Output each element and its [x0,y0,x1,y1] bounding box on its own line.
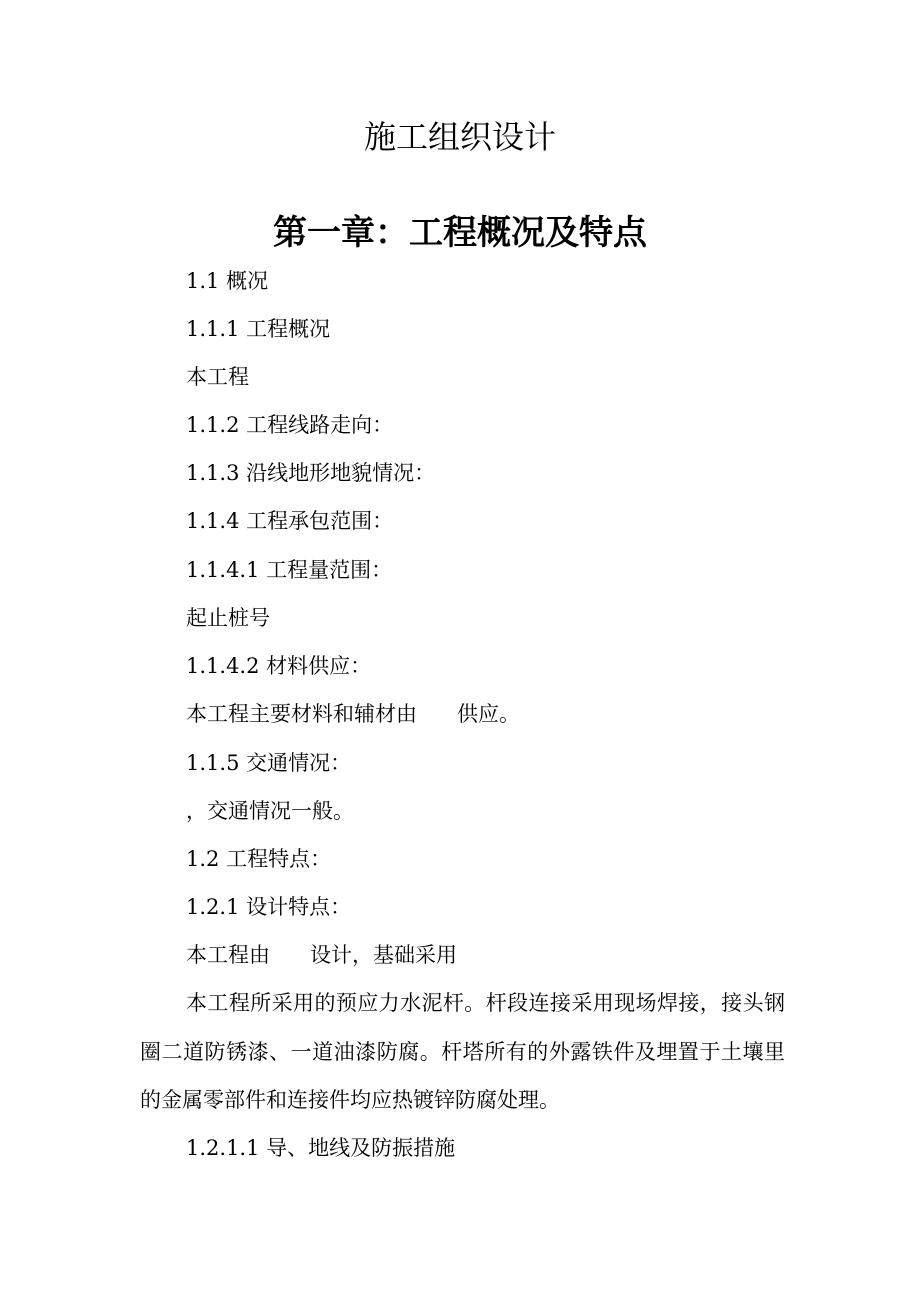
section-1-1-5-heading: 1.1.5 交通情况： [186,751,352,775]
body-text-line: 本工程由 设计，基础采用 [186,943,458,967]
section-1-1-heading: 1.1 概况 [186,269,269,293]
section-1-1-3-heading: 1.1.3 沿线地形地貌情况： [186,461,436,485]
body-text-line: 本工程主要材料和辅材由 供应。 [186,702,521,726]
section-1-2-1-heading: 1.2.1 设计特点： [186,895,352,919]
section-1-1-4-2-heading: 1.1.4.2 材料供应： [186,654,372,678]
body-text-line: 本工程 [186,365,249,389]
section-1-2-heading: 1.2 工程特点： [186,847,332,871]
section-1-1-2-heading: 1.1.2 工程线路走向： [186,413,394,437]
chapter-heading: 第一章：工程概况及特点 [273,213,647,253]
document-title: 施工组织设计 [363,118,556,156]
body-text-line: 起止桩号 [186,606,270,630]
body-paragraph: 本工程所采用的预应力水泥杆。杆段连接采用现场焊接，接头钢圈二道防锈漆、一道油漆防腐。杆塔所有的外露铁件及埋置于土壤里的金属零部件和连接件均应热镀锌防腐处理。 [140,991,785,1112]
section-1-1-4-1-heading: 1.1.4.1 工程量范围： [186,558,393,582]
body-text-line: ，交通情况一般。 [186,799,354,823]
section-1-2-1-1-heading: 1.2.1.1 导、地线及防振措施 [186,1136,456,1160]
section-1-1-4-heading: 1.1.4 工程承包范围： [186,509,394,533]
section-1-1-1-heading: 1.1.1 工程概况 [186,317,331,341]
